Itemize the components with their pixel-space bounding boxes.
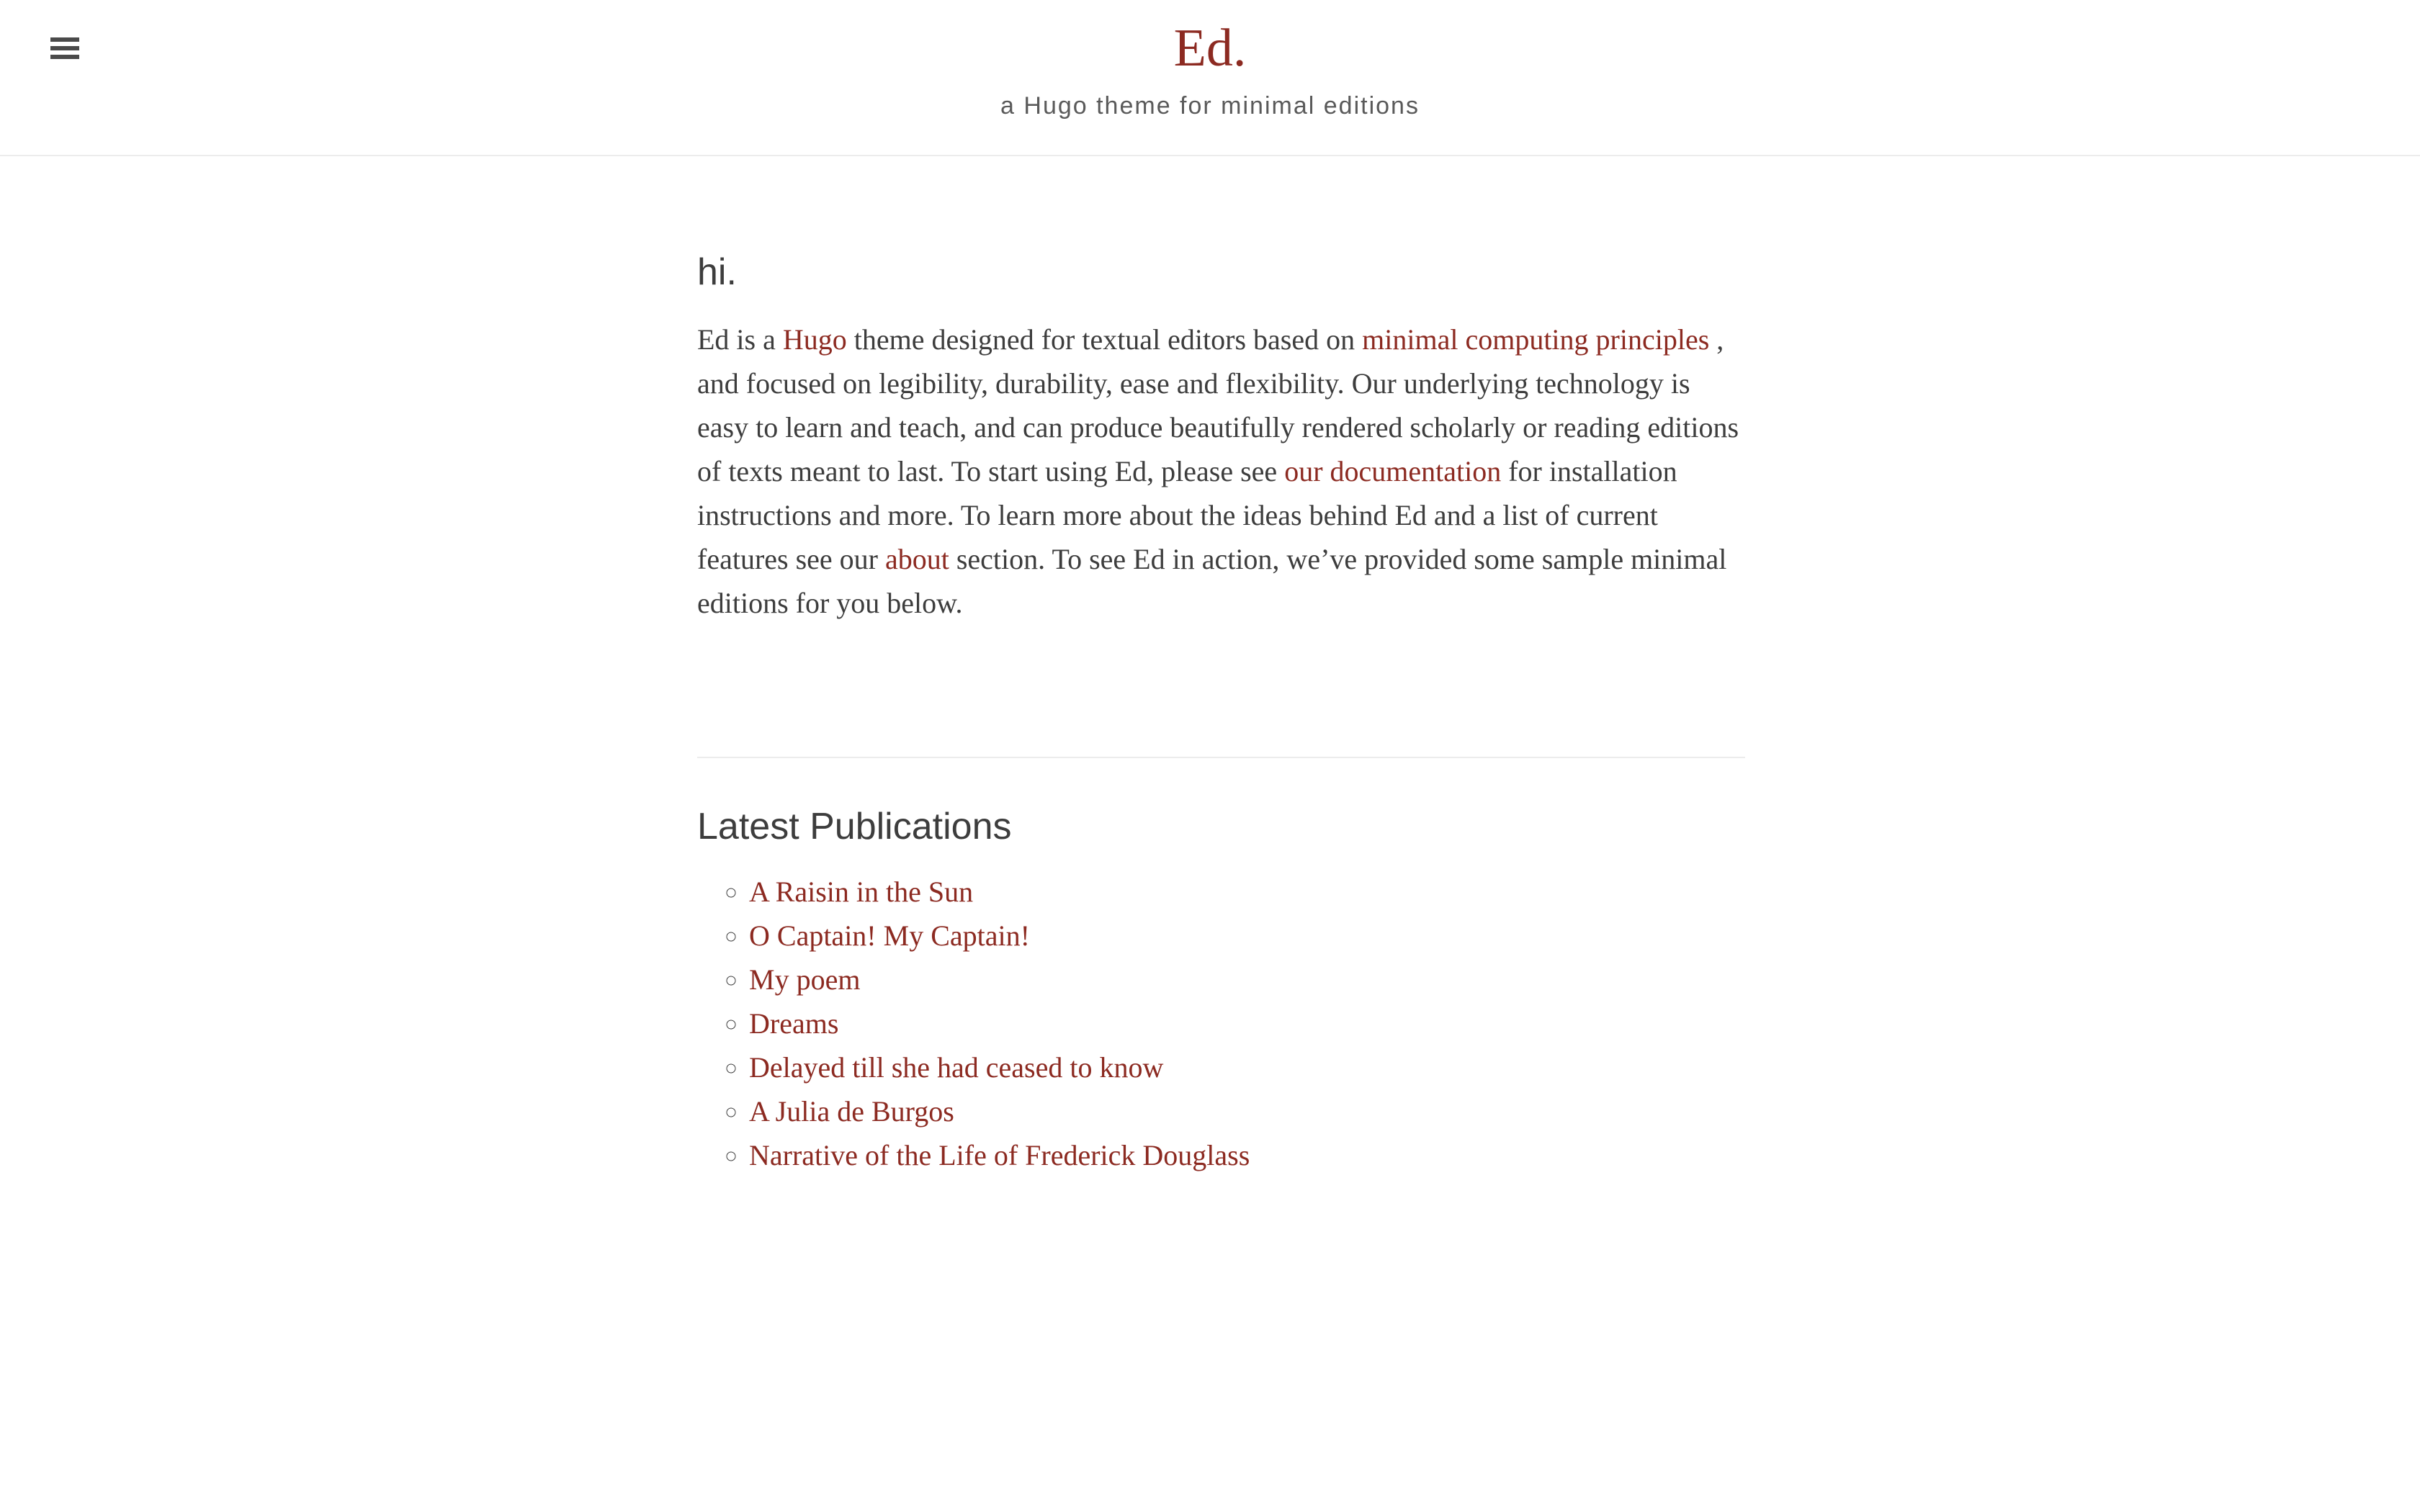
publication-link[interactable]: A Raisin in the Sun xyxy=(749,875,974,908)
content-divider xyxy=(697,757,1745,758)
publications-list xyxy=(697,870,1745,1177)
publication-list-item xyxy=(749,1045,1745,1089)
site-header xyxy=(0,0,2420,156)
publication-link[interactable]: Narrative of the Life of Frederick Douglass xyxy=(749,1138,1250,1171)
publication-list-item xyxy=(749,1089,1745,1133)
page-heading: hi. xyxy=(697,251,737,293)
publication-list-item xyxy=(749,914,1745,958)
publication-link[interactable]: Dreams xyxy=(749,1007,839,1040)
intro-paragraph: Ed is a Hugo theme designed for textual editors based on minimal computing principles , and focused on legibility, durability, ease and flexibility. Our underlying technology is easy to learn and teach, and can produce beautifully rendered scholarly or reading editions of texts meant to last. To start using Ed, please see our documentation for installation instructions and more. To learn more about the ideas behind Ed and a list of current features see our about section. To see Ed in action, we’ve provided some sample minimal editions for you below. xyxy=(697,323,1739,620)
publication-link[interactable]: My poem xyxy=(749,963,861,996)
publication-list-item xyxy=(749,1133,1745,1177)
intro-inline-link[interactable]: Hugo xyxy=(782,323,847,356)
menu-button[interactable] xyxy=(50,37,79,59)
main-content xyxy=(697,250,1745,1177)
publication-list-item xyxy=(749,1002,1745,1045)
publication-link[interactable]: A Julia de Burgos xyxy=(749,1094,954,1128)
intro-inline-link[interactable]: about xyxy=(884,543,949,576)
publication-list-item xyxy=(749,870,1745,914)
latest-publications-section xyxy=(697,804,1745,1176)
publication-list-item xyxy=(749,958,1745,1002)
intro-inline-link[interactable]: minimal computing principles xyxy=(1362,323,1710,356)
publication-link[interactable]: Delayed till she had ceased to know xyxy=(749,1050,1164,1084)
site-title[interactable]: Ed. xyxy=(1173,19,1247,78)
hamburger-icon xyxy=(50,37,79,42)
intro-inline-link[interactable]: our documentation xyxy=(1284,455,1502,488)
hamburger-icon xyxy=(50,55,79,59)
site-subtitle: a Hugo theme for minimal editions xyxy=(1000,92,1420,120)
hamburger-icon xyxy=(50,46,79,50)
publication-link[interactable]: O Captain! My Captain! xyxy=(749,919,1030,952)
publications-heading: Latest Publications xyxy=(697,806,1012,848)
